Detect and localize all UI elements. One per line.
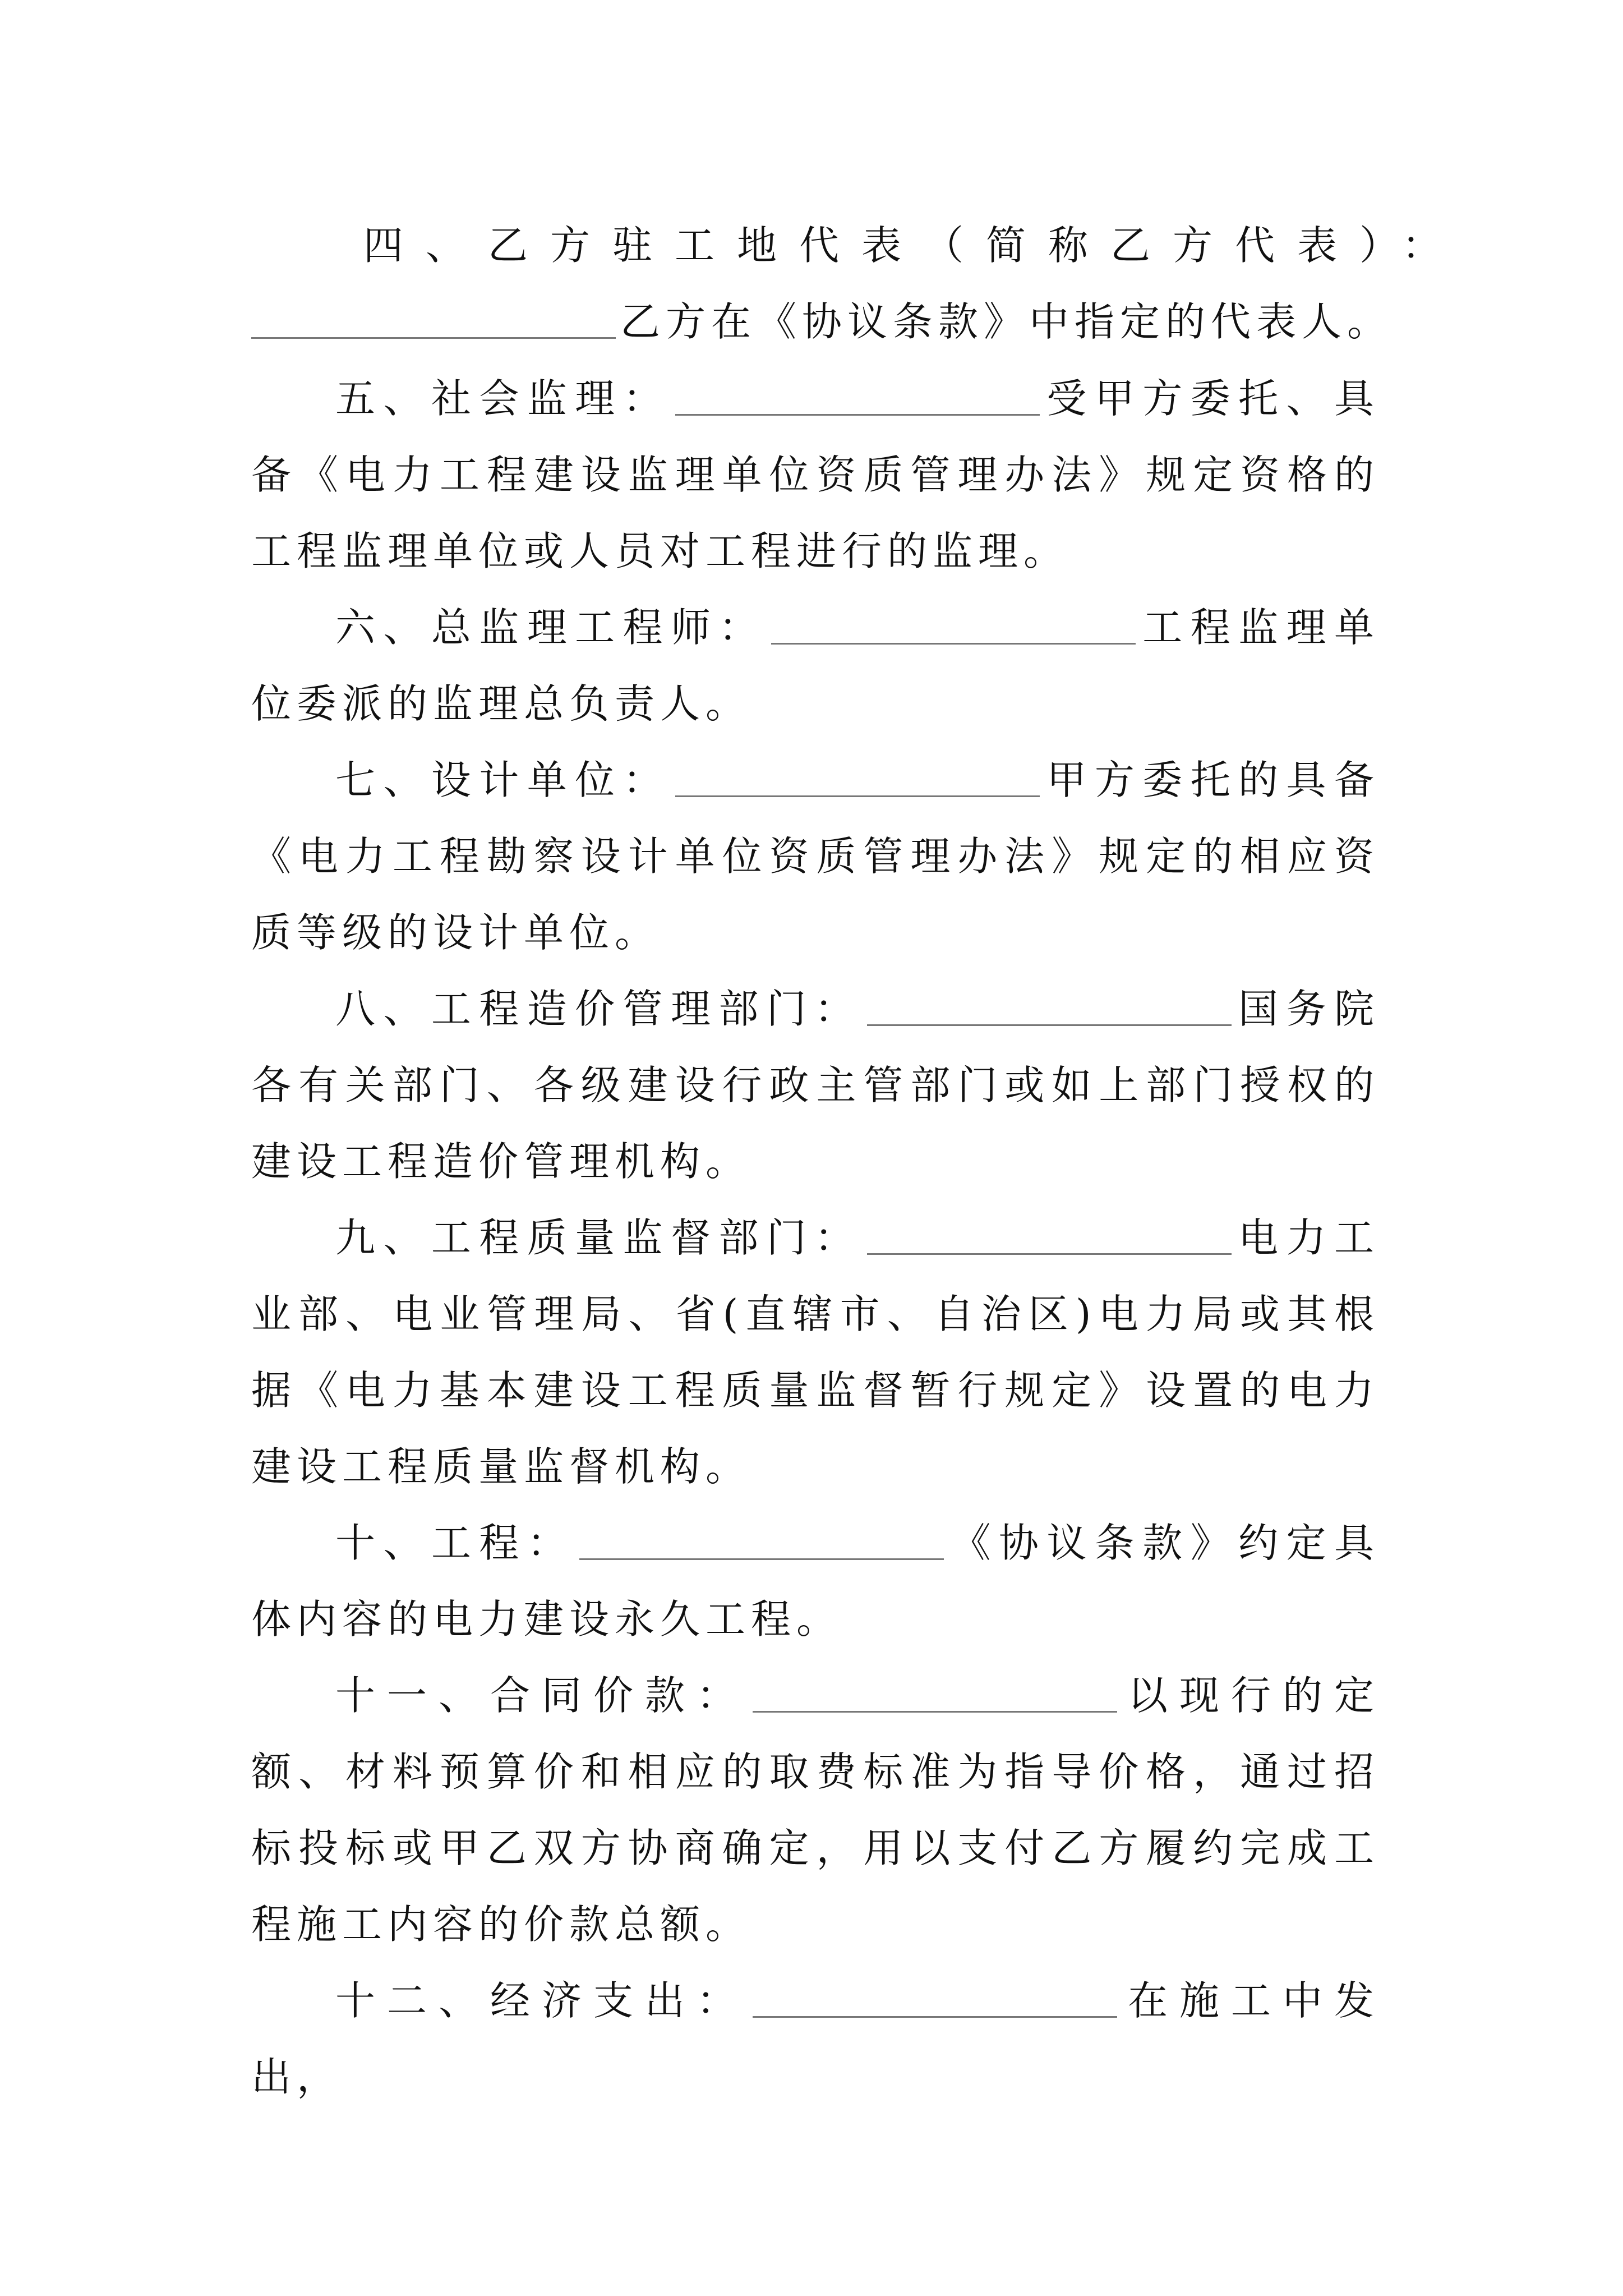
fill-blank[interactable]	[753, 2014, 1117, 2018]
clause-6-text: 工程监理单位委派的监理总负责人。	[251, 604, 1380, 727]
clause-12	[251, 1963, 1380, 2115]
fill-blank[interactable]	[753, 1709, 1117, 1713]
clause-4-body: 乙方在《协议条款》中指定的代表人。	[251, 284, 1380, 360]
clause-11-text: 以现行的定额、材料预算价和相应的取费标准为指导价格，通过招标投标或甲乙双方协商确定，用以支付乙方履约完成工程施工内容的价款总额。	[251, 1672, 1380, 1948]
clause-5-text: 受甲方委托、具备《电力工程建设监理单位资质管理办法》规定资格的工程监理单位或人员对工程进行的监理。	[251, 375, 1380, 574]
clause-11	[251, 1658, 1380, 1963]
fill-blank[interactable]	[579, 1556, 944, 1560]
clause-7-label: 七、设计单位：	[335, 757, 671, 803]
clause-10-text: 《协议条款》约定具体内容的电力建设永久工程。	[251, 1520, 1380, 1642]
clause-8-text: 国务院各有关部门、各级建设行政主管部门或如上部门授权的建设工程造价管理机构。	[251, 986, 1380, 1185]
fill-blank[interactable]	[771, 641, 1136, 645]
clause-12-label: 十二、经济支出：	[335, 1977, 748, 2024]
clause-10	[251, 1505, 1380, 1658]
clause-4-label: 四、乙方驻工地代表（简称乙方代表）：	[363, 222, 1464, 269]
clause-9-label: 九、工程质量监督部门：	[335, 1214, 863, 1261]
clause-9-text: 电力工业部、电业管理局、省(直辖市、自治区)电力局或其根据《电力基本建设工程质量监督暂行规定》设置的电力建设工程质量监督机构。	[251, 1214, 1380, 1490]
clause-5	[251, 361, 1380, 590]
clause-10-label: 十、工程：	[335, 1520, 575, 1566]
clause-8	[251, 971, 1380, 1200]
clause-11-label: 十一、合同价款：	[335, 1672, 748, 1719]
clause-9	[251, 1200, 1380, 1505]
fill-blank[interactable]	[675, 793, 1040, 797]
fill-blank[interactable]	[867, 1251, 1232, 1255]
fill-blank[interactable]	[251, 335, 616, 339]
fill-blank[interactable]	[867, 1022, 1232, 1026]
clause-12-text: 在施工中发出，	[251, 1977, 1380, 2100]
clause-4	[251, 208, 1464, 360]
clause-6-label: 六、总监理工程师：	[335, 604, 767, 651]
clause-6	[251, 590, 1380, 742]
clause-7	[251, 742, 1380, 971]
clause-7-text: 甲方委托的具备《电力工程勘察设计单位资质管理办法》规定的相应资质等级的设计单位。	[251, 757, 1380, 956]
clause-5-label: 五、社会监理：	[335, 375, 671, 422]
clause-8-label: 八、工程造价管理部门：	[335, 986, 863, 1032]
fill-blank[interactable]	[675, 412, 1040, 416]
